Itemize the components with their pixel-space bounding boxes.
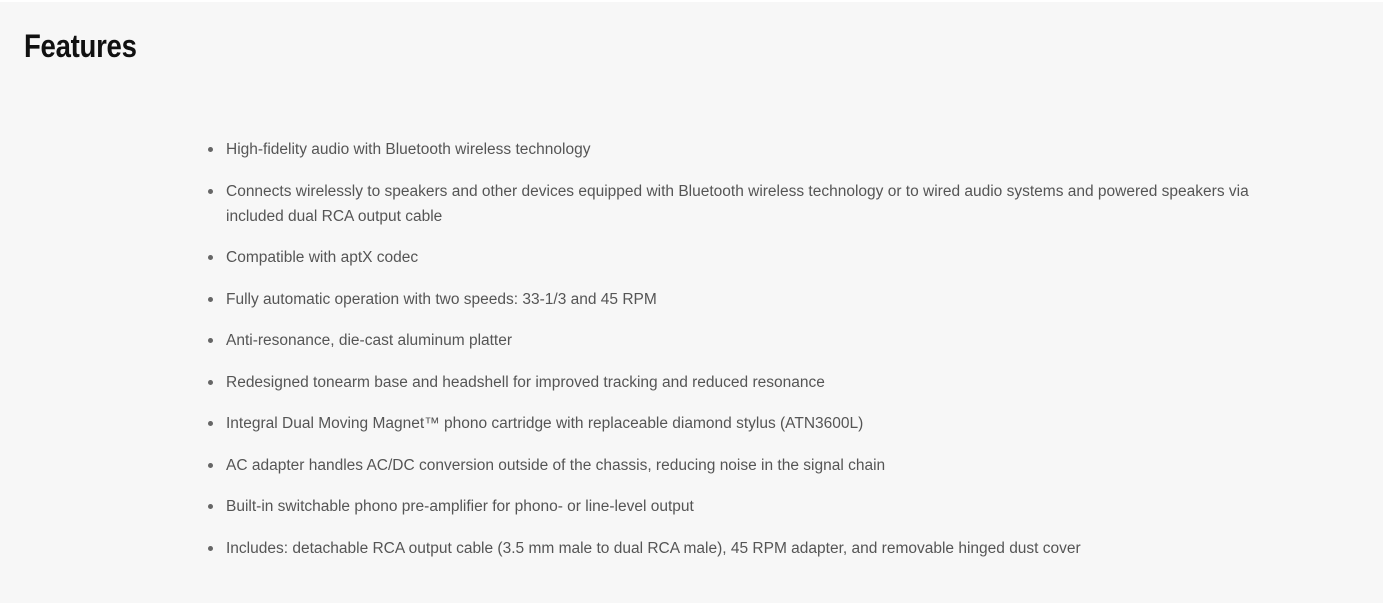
feature-text: Integral Dual Moving Magnet™ phono cartridge with replaceable diamond stylus (ATN3600L) — [226, 415, 864, 432]
bullet-icon — [208, 504, 213, 509]
feature-item — [208, 328, 1258, 353]
bullet-icon — [208, 297, 213, 302]
feature-text: Redesigned tonearm base and headshell for improved tracking and reduced resonance — [226, 373, 825, 391]
bullet-icon — [208, 338, 213, 343]
feature-text: Anti-resonance, die-cast aluminum platter — [226, 332, 513, 349]
feature-item — [208, 137, 1258, 162]
features-section — [0, 2, 1383, 603]
bullet-icon — [208, 255, 213, 260]
features-list — [208, 137, 1258, 577]
bullet-icon — [208, 546, 213, 551]
feature-item — [208, 411, 1258, 436]
feature-item — [208, 179, 1258, 229]
feature-text: Built-in switchable phono pre-amplifier for phono- or line-level output — [226, 498, 694, 515]
feature-item — [208, 245, 1258, 270]
feature-item — [208, 536, 1258, 561]
feature-text: Connects wirelessly to speakers and other devices equipped with Bluetooth wireless technology or to wired audio systems and powered speakers via included dual RCA output cable — [226, 182, 1249, 225]
bullet-icon — [208, 147, 213, 152]
bullet-icon — [208, 421, 213, 426]
section-title: Features — [24, 28, 137, 64]
feature-item — [208, 494, 1258, 519]
feature-item — [208, 453, 1258, 478]
feature-text: AC adapter handles AC/DC conversion outside of the chassis, reducing noise in the signal chain — [226, 456, 886, 474]
feature-text: Includes: detachable RCA output cable (3.5 mm male to dual RCA male), 45 RPM adapter, and removable hinged dust cover — [226, 539, 1081, 557]
feature-item — [208, 287, 1258, 312]
bullet-icon — [208, 463, 213, 468]
feature-item — [208, 370, 1258, 395]
feature-text: Compatible with aptX codec — [226, 249, 419, 266]
feature-text: High-fidelity audio with Bluetooth wireless technology — [226, 141, 591, 158]
bullet-icon — [208, 189, 213, 194]
bullet-icon — [208, 380, 213, 385]
feature-text: Fully automatic operation with two speeds: 33-1/3 and 45 RPM — [226, 290, 657, 308]
